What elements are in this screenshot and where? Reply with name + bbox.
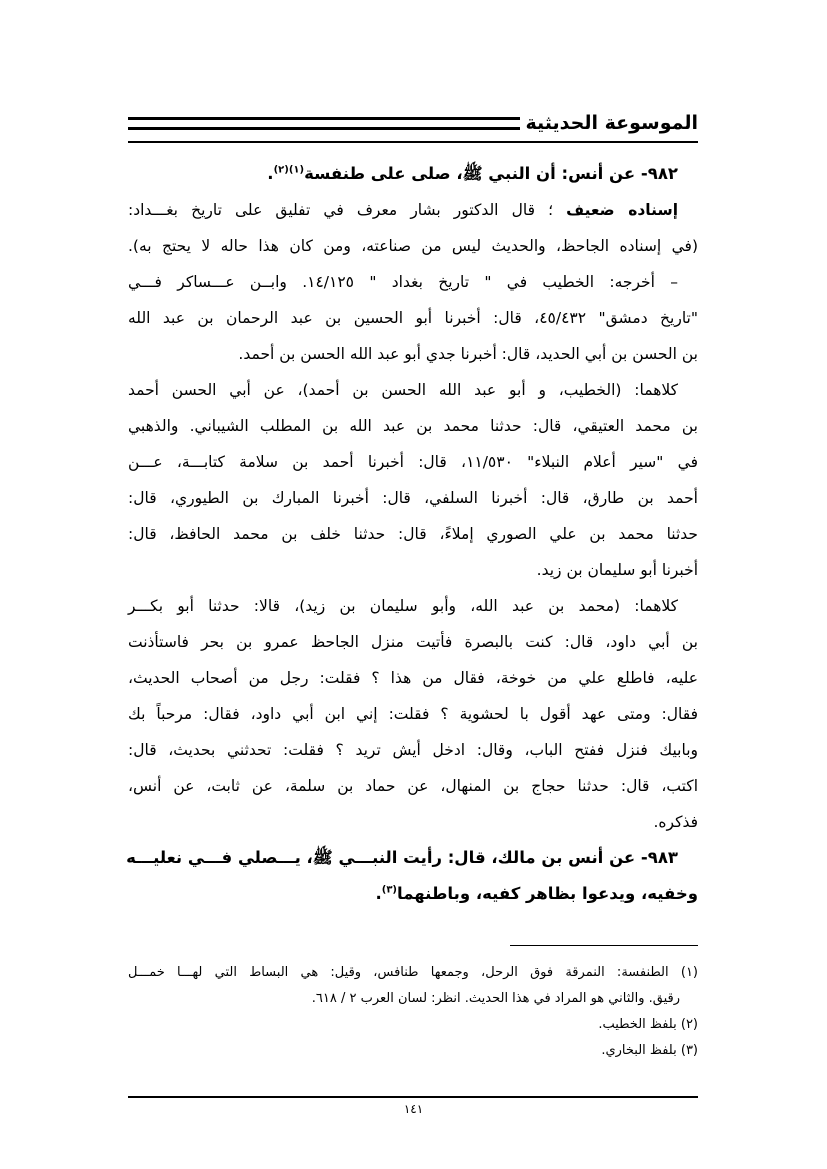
header-rule [128,141,698,143]
text-line: بن الحسن بن أبي الحديد، قال: أخبرنا جدي أبو عبد الله الحسن بن أحمد. [238,345,698,363]
text-line: – أخرجه: الخطيب في " تاريخ بغداد " ١٤/١٢٥. وابــن عـــساكر فـــي [128,273,679,291]
text-line: كلاهما: (الخطيب، و أبو عبد الله الحسن بن أحمد)، عن أبي الحسن أحمد [128,381,678,399]
footnote-ref: (١) [288,164,305,176]
footnote-separator [510,945,698,946]
hadith-982-heading: ٩٨٢- عن أنس: أن النبي ﷺ، صلى على طنفسة$^{(١)(٢)}$. [267,164,678,183]
footnote-ref: (٢) [273,164,289,176]
text-line: في "سير أعلام النبلاء" ١١/٥٣٠، قال: أخبرنا أحمد بن سلامة كتابـــة، عـــن [128,453,698,471]
body-text [128,156,698,912]
hadith-983-heading-end: وخفيه، ويدعوا بظاهر كفيه، وباطنهما$^{(٣)}$. [375,884,698,903]
header-double-bar [128,117,520,130]
text-line: كلاهما: (محمد بن عبد الله، وأبو سليمان بن زيد)، قالا: حدثنا أبو بكـــر [128,597,678,615]
footnote-2: (٢) بلفظ الخطيب. [598,1017,698,1032]
text-line: بن محمد العتيقي، قال: حدثنا محمد بن عبد الله بن المطلب الشيباني. والذهبي [128,417,698,435]
text-line: أحمد بن طارق، قال: أخبرنا السلفي، قال: أخبرنا المبارك بن الطيوري، قال: [128,489,698,507]
text-line: أخبرنا أبو سليمان بن زيد. [536,561,698,579]
text-line: (في إسناده الجاحظ، والحديث ليس من صناعته، ومن كان هذا حاله لا يحتج به). [128,237,698,255]
text-line: عليه، فاطلع علي من خوخة، فقال من هذا ؟ فقلت: رجل من أصحاب الحديث، [128,669,698,687]
text-line: إسناده ضعيف ؛ قال الدكتور بشار معرف في تفليق على تاريخ بغـــداد: [128,201,679,219]
text-line: فذكره. [653,813,698,831]
footnote-3: (٣) بلفظ البخاري. [601,1043,698,1058]
text-line: فقال: ومتى عهد أقول با لحشوية ؟ فقلت: إني ابن أبي داود، فقال: مرحباً بك [128,705,698,723]
footnote-ref: (٣) [381,884,397,896]
page-header [128,108,698,138]
grading-label: إسناده ضعيف [566,201,679,219]
text-line: اكتب، قال: حدثنا حجاج بن المنهال، عن حماد بن سلمة، عن ثابت، عن أنس، [128,777,698,795]
hadith-983-heading: ٩٨٣- عن أنس بن مالك، قال: رأيت النبـــي ﷺ، يـــصلي فـــي نعليـــه [126,848,678,867]
header-title: الموسوعة الحديثية [525,112,698,134]
text-line: وبابيك فنزل ففتح الباب، وقال: ادخل أيش تريد ؟ فقلت: تحدثني بحديث، قال: [128,741,698,759]
text-line: حدثنا محمد بن علي الصوري إملاءً، قال: حدثنا خلف بن محمد الحافظ، قال: [128,525,698,543]
text-line: بن أبي داود، قال: كنت بالبصرة فأتيت منزل الجاحظ عمرو بن بحر فاستأذنت [128,633,698,651]
footnote-1-continued: رقيق. والثاني هو المراد في هذا الحديث. انظر: لسان العرب ٢ / ٦١٨. [311,991,680,1006]
footer-rule [128,1096,698,1098]
footnote-1: (١) الطنفسة: النمرقة فوق الرحل، وجمعها طنافس، وقيل: هي البساط التي لهـــا خمـــل [128,965,698,980]
footnotes [128,960,698,1064]
page-number: ١٤١ [403,1102,424,1116]
text-line: "تاريخ دمشق" ٤٥/٤٣٢، قال: أخبرنا أبو الحسين بن عبد الرحمان بن عبد الله [128,309,699,327]
